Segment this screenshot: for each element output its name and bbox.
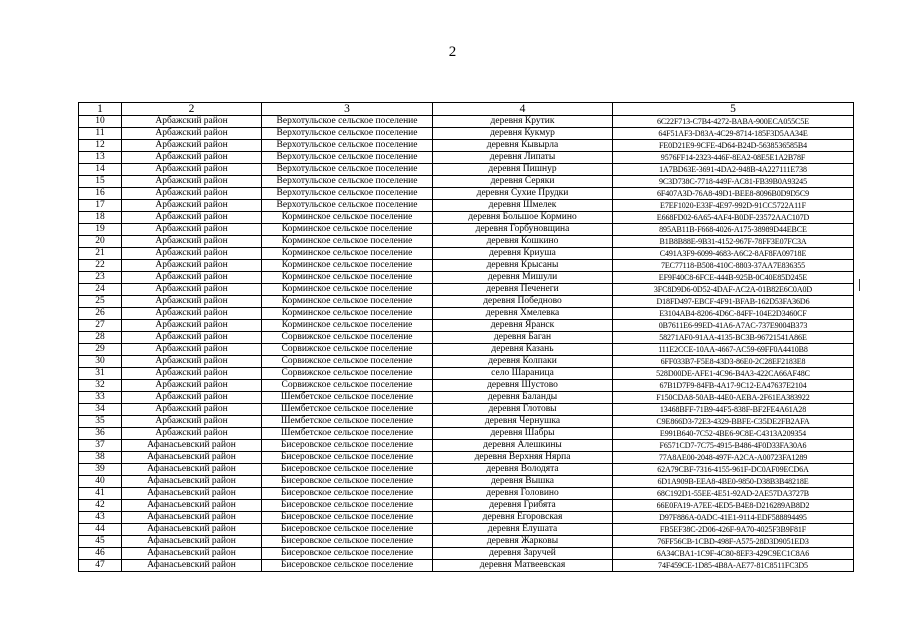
row-number-cell: 15	[79, 176, 122, 188]
district-cell: Арбажский район	[122, 296, 262, 308]
district-cell: Афанасьевский район	[122, 524, 262, 536]
locality-cell: деревня Пишнур	[433, 164, 613, 176]
column-header: 3	[262, 103, 433, 116]
district-cell: Арбажский район	[122, 188, 262, 200]
guid-cell: 6C22F713-C7B4-4272-BABA-900ECA055C5E	[613, 116, 854, 128]
settlement-cell: Бисеровское сельское поселение	[262, 464, 433, 476]
district-cell: Арбажский район	[122, 164, 262, 176]
guid-cell: 528D00DE-AFE1-4C96-B4A3-422CA66AF48C	[613, 368, 854, 380]
district-cell: Афанасьевский район	[122, 548, 262, 560]
locality-cell: деревня Колпаки	[433, 356, 613, 368]
row-number-cell: 35	[79, 416, 122, 428]
settlement-cell: Бисеровское сельское поселение	[262, 536, 433, 548]
table-row	[79, 224, 854, 236]
locality-cell: деревня Яранск	[433, 320, 613, 332]
guid-cell: 111E2CCE-10AA-4667-AC59-69FF0A4410B8	[613, 344, 854, 356]
table-row	[79, 128, 854, 140]
locality-cell: деревня Алешкины	[433, 440, 613, 452]
settlement-cell: Корминское сельское поселение	[262, 260, 433, 272]
district-cell: Арбажский район	[122, 152, 262, 164]
table-row	[79, 392, 854, 404]
locality-cell: деревня Шмелек	[433, 200, 613, 212]
row-number-cell: 44	[79, 524, 122, 536]
guid-cell: 68C192D1-55EE-4E51-92AD-2AE57DA3727B	[613, 488, 854, 500]
locality-cell: деревня Глотовы	[433, 404, 613, 416]
guid-cell: 6D1A909B-EEA8-4BE0-9850-D38B3B48218E	[613, 476, 854, 488]
locality-cell: деревня Баланды	[433, 392, 613, 404]
table-row	[79, 200, 854, 212]
guid-cell: 3FC8D9D6-0D52-4DAF-AC2A-01B82E6C0A0D	[613, 284, 854, 296]
guid-cell: EF9F40C8-6FCE-444B-925B-0C40E85D245E	[613, 272, 854, 284]
table-row	[79, 512, 854, 524]
locality-cell: деревня Грибята	[433, 500, 613, 512]
table-row	[79, 284, 854, 296]
settlement-cell: Корминское сельское поселение	[262, 308, 433, 320]
margin-mark	[859, 279, 860, 291]
guid-cell: D97F886A-0ADC-41E1-9114-EDF588894495	[613, 512, 854, 524]
settlement-cell: Верхотульское сельское поселение	[262, 116, 433, 128]
table-row	[79, 272, 854, 284]
row-number-cell: 32	[79, 380, 122, 392]
row-number-cell: 13	[79, 152, 122, 164]
table-row	[79, 188, 854, 200]
locality-cell: деревня Кывырла	[433, 140, 613, 152]
table-row	[79, 428, 854, 440]
settlement-cell: Верхотульское сельское поселение	[262, 188, 433, 200]
guid-cell: 6F407A3D-76A8-49D1-BEE8-8096B0D9D5C9	[613, 188, 854, 200]
table-row	[79, 296, 854, 308]
column-header: 4	[433, 103, 613, 116]
settlement-cell: Верхотульское сельское поселение	[262, 140, 433, 152]
row-number-cell: 31	[79, 368, 122, 380]
settlement-cell: Корминское сельское поселение	[262, 320, 433, 332]
row-number-cell: 29	[79, 344, 122, 356]
locality-cell: деревня Егоровская	[433, 512, 613, 524]
district-cell: Арбажский район	[122, 236, 262, 248]
settlement-cell: Верхотульское сельское поселение	[262, 164, 433, 176]
settlements-table	[78, 102, 854, 572]
row-number-cell: 38	[79, 452, 122, 464]
guid-cell: B1B8B88E-9B31-4152-967F-78FF3E07FC3A	[613, 236, 854, 248]
guid-cell: 77A8AE00-2048-497F-A2CA-A00723FA1289	[613, 452, 854, 464]
row-number-cell: 36	[79, 428, 122, 440]
district-cell: Арбажский район	[122, 320, 262, 332]
row-number-cell: 34	[79, 404, 122, 416]
row-number-cell: 28	[79, 332, 122, 344]
district-cell: Афанасьевский район	[122, 452, 262, 464]
settlement-cell: Бисеровское сельское поселение	[262, 440, 433, 452]
row-number-cell: 45	[79, 536, 122, 548]
locality-cell: деревня Хмелевка	[433, 308, 613, 320]
row-number-cell: 26	[79, 308, 122, 320]
guid-cell: C491A3F9-6099-4683-A6C2-8AF8FA09718E	[613, 248, 854, 260]
district-cell: Афанасьевский район	[122, 476, 262, 488]
district-cell: Арбажский район	[122, 428, 262, 440]
guid-cell: 67B1D7F9-84FB-4A17-9C12-EA47637E2104	[613, 380, 854, 392]
table-row	[79, 140, 854, 152]
table-row	[79, 368, 854, 380]
locality-cell: деревня Крутик	[433, 116, 613, 128]
district-cell: Афанасьевский район	[122, 500, 262, 512]
district-cell: Арбажский район	[122, 128, 262, 140]
settlement-cell: Шембетское сельское поселение	[262, 416, 433, 428]
guid-cell: F6571CD7-7C75-4915-B486-4F0D33FA30A6	[613, 440, 854, 452]
table-row	[79, 320, 854, 332]
locality-cell: деревня Печенеги	[433, 284, 613, 296]
row-number-cell: 12	[79, 140, 122, 152]
locality-cell: деревня Баган	[433, 332, 613, 344]
row-number-cell: 37	[79, 440, 122, 452]
settlement-cell: Бисеровское сельское поселение	[262, 476, 433, 488]
settlement-cell: Корминское сельское поселение	[262, 296, 433, 308]
locality-cell: деревня Серяки	[433, 176, 613, 188]
table-row	[79, 560, 854, 572]
district-cell: Арбажский район	[122, 224, 262, 236]
district-cell: Афанасьевский район	[122, 512, 262, 524]
table-row	[79, 332, 854, 344]
locality-cell: деревня Жарковы	[433, 536, 613, 548]
locality-cell: деревня Мишули	[433, 272, 613, 284]
district-cell: Арбажский район	[122, 272, 262, 284]
settlement-cell: Сорвижское сельское поселение	[262, 368, 433, 380]
district-cell: Арбажский район	[122, 356, 262, 368]
row-number-cell: 18	[79, 212, 122, 224]
guid-cell: 62A79CBF-7316-4155-961F-DC0AF09ECD6A	[613, 464, 854, 476]
guid-cell: 9576FF14-2323-446F-8EA2-08E5E1A2B78F	[613, 152, 854, 164]
guid-cell: D18FD497-EBCF-4F91-BFAB-162D53FA36D6	[613, 296, 854, 308]
guid-cell: 74F459CE-1D85-4B8A-AE77-81C8511FC3D5	[613, 560, 854, 572]
row-number-cell: 30	[79, 356, 122, 368]
guid-cell: 13468BFF-71B9-44F5-838F-BF2FE4A61A28	[613, 404, 854, 416]
locality-cell: деревня Казань	[433, 344, 613, 356]
locality-cell: деревня Шустово	[433, 380, 613, 392]
row-number-cell: 33	[79, 392, 122, 404]
locality-cell: деревня Липаты	[433, 152, 613, 164]
district-cell: Арбажский район	[122, 344, 262, 356]
settlement-cell: Бисеровское сельское поселение	[262, 452, 433, 464]
settlement-cell: Корминское сельское поселение	[262, 248, 433, 260]
locality-cell: деревня Горбуновщина	[433, 224, 613, 236]
table-row	[79, 176, 854, 188]
guid-cell: F150CDA8-50AB-44E0-AEBA-2F61EA383922	[613, 392, 854, 404]
district-cell: Арбажский район	[122, 308, 262, 320]
district-cell: Арбажский район	[122, 116, 262, 128]
settlement-cell: Верхотульское сельское поселение	[262, 128, 433, 140]
table-row	[79, 116, 854, 128]
guid-cell: 66E0FA19-A7EE-4ED5-B4E8-D216289AB8D2	[613, 500, 854, 512]
table-row	[79, 524, 854, 536]
locality-cell: деревня Заручей	[433, 548, 613, 560]
district-cell: Арбажский район	[122, 332, 262, 344]
row-number-cell: 42	[79, 500, 122, 512]
table-row	[79, 464, 854, 476]
locality-cell: деревня Шабры	[433, 428, 613, 440]
table-row	[79, 308, 854, 320]
locality-cell: деревня Большое Кормино	[433, 212, 613, 224]
district-cell: Арбажский район	[122, 392, 262, 404]
settlement-cell: Сорвижское сельское поселение	[262, 380, 433, 392]
district-cell: Арбажский район	[122, 212, 262, 224]
guid-cell: E3104AB4-8206-4D6C-84FF-104E2D3460CF	[613, 308, 854, 320]
table-row	[79, 236, 854, 248]
row-number-cell: 21	[79, 248, 122, 260]
guid-cell: C9E866D3-72E3-4329-BBFE-C35DE2FB2AFA	[613, 416, 854, 428]
column-header: 2	[122, 103, 262, 116]
row-number-cell: 40	[79, 476, 122, 488]
row-number-cell: 24	[79, 284, 122, 296]
district-cell: Арбажский район	[122, 284, 262, 296]
table-row	[79, 500, 854, 512]
district-cell: Афанасьевский район	[122, 440, 262, 452]
guid-cell: 1A7BD63E-3691-4DA2-948B-4A227111E738	[613, 164, 854, 176]
district-cell: Арбажский район	[122, 416, 262, 428]
locality-cell: деревня Чернушка	[433, 416, 613, 428]
locality-cell: деревня Кошкино	[433, 236, 613, 248]
locality-cell: деревня Володята	[433, 464, 613, 476]
guid-cell: 64F51AF3-D83A-4C29-8714-185F3D5AA34E	[613, 128, 854, 140]
settlement-cell: Шембетское сельское поселение	[262, 428, 433, 440]
page-number: 2	[448, 44, 457, 60]
locality-cell: деревня Верхняя Нярпа	[433, 452, 613, 464]
settlement-cell: Шембетское сельское поселение	[262, 404, 433, 416]
settlement-cell: Бисеровское сельское поселение	[262, 548, 433, 560]
guid-cell: 76FF56CB-1CBD-498F-A575-28D3D9051ED3	[613, 536, 854, 548]
guid-cell: E991B640-7C52-4BE6-9C8E-C4313A209354	[613, 428, 854, 440]
locality-cell: деревня Вышка	[433, 476, 613, 488]
district-cell: Арбажский район	[122, 380, 262, 392]
locality-cell: деревня Криуша	[433, 248, 613, 260]
guid-cell: 9C3D738C-7718-449F-AC81-FB39B0A93245	[613, 176, 854, 188]
table-row	[79, 344, 854, 356]
table-header-row	[79, 103, 854, 116]
district-cell: Арбажский район	[122, 248, 262, 260]
row-number-cell: 43	[79, 512, 122, 524]
row-number-cell: 25	[79, 296, 122, 308]
district-cell: Арбажский район	[122, 200, 262, 212]
district-cell: Афанасьевский район	[122, 536, 262, 548]
row-number-cell: 23	[79, 272, 122, 284]
locality-cell: деревня Кукмур	[433, 128, 613, 140]
table-row	[79, 356, 854, 368]
guid-cell: 6FF033B7-F5E8-43D3-86E0-2C28EF2183E8	[613, 356, 854, 368]
table-row	[79, 380, 854, 392]
settlement-cell: Корминское сельское поселение	[262, 236, 433, 248]
guid-cell: FE0D21E9-9CFE-4D64-B24D-5638536585B4	[613, 140, 854, 152]
table-row	[79, 548, 854, 560]
table-row	[79, 440, 854, 452]
settlement-cell: Бисеровское сельское поселение	[262, 488, 433, 500]
table-row	[79, 260, 854, 272]
row-number-cell: 11	[79, 128, 122, 140]
locality-cell: деревня Крысаны	[433, 260, 613, 272]
row-number-cell: 47	[79, 560, 122, 572]
table-row	[79, 404, 854, 416]
row-number-cell: 16	[79, 188, 122, 200]
table-row	[79, 536, 854, 548]
settlement-cell: Сорвижское сельское поселение	[262, 356, 433, 368]
district-cell: Арбажский район	[122, 176, 262, 188]
district-cell: Арбажский район	[122, 368, 262, 380]
table-row	[79, 152, 854, 164]
table-row	[79, 452, 854, 464]
table-row	[79, 476, 854, 488]
guid-cell: E7EF1020-E33F-4E97-992D-91CC5722A11F	[613, 200, 854, 212]
district-cell: Афанасьевский район	[122, 488, 262, 500]
table-row	[79, 164, 854, 176]
guid-cell: 7EC77118-B508-410C-8803-37AA7E836355	[613, 260, 854, 272]
row-number-cell: 46	[79, 548, 122, 560]
district-cell: Арбажский район	[122, 404, 262, 416]
guid-cell: 6A34CBA1-1C9F-4C80-8EF3-429C9EC1C8A6	[613, 548, 854, 560]
column-header: 1	[79, 103, 122, 116]
settlement-cell: Корминское сельское поселение	[262, 272, 433, 284]
locality-cell: деревня Елушата	[433, 524, 613, 536]
district-cell: Арбажский район	[122, 260, 262, 272]
settlement-cell: Корминское сельское поселение	[262, 284, 433, 296]
guid-cell: FB5EF38C-2D06-426F-9A70-4025F3B9F81F	[613, 524, 854, 536]
settlement-cell: Верхотульское сельское поселение	[262, 176, 433, 188]
row-number-cell: 41	[79, 488, 122, 500]
settlement-cell: Сорвижское сельское поселение	[262, 344, 433, 356]
table-row	[79, 248, 854, 260]
locality-cell: деревня Сухие Прудки	[433, 188, 613, 200]
row-number-cell: 22	[79, 260, 122, 272]
row-number-cell: 27	[79, 320, 122, 332]
settlement-cell: Корминское сельское поселение	[262, 212, 433, 224]
settlement-cell: Бисеровское сельское поселение	[262, 560, 433, 572]
settlement-cell: Сорвижское сельское поселение	[262, 332, 433, 344]
row-number-cell: 14	[79, 164, 122, 176]
district-cell: Афанасьевский район	[122, 464, 262, 476]
district-cell: Арбажский район	[122, 140, 262, 152]
settlement-cell: Шембетское сельское поселение	[262, 392, 433, 404]
locality-cell: деревня Победново	[433, 296, 613, 308]
row-number-cell: 39	[79, 464, 122, 476]
row-number-cell: 10	[79, 116, 122, 128]
locality-cell: деревня Головино	[433, 488, 613, 500]
row-number-cell: 19	[79, 224, 122, 236]
guid-cell: 895AB11B-F668-4026-A175-38989D44EBCE	[613, 224, 854, 236]
settlement-cell: Корминское сельское поселение	[262, 224, 433, 236]
table-row	[79, 488, 854, 500]
locality-cell: село Шараница	[433, 368, 613, 380]
settlement-cell: Бисеровское сельское поселение	[262, 500, 433, 512]
table-body	[79, 103, 854, 572]
settlement-cell: Верхотульское сельское поселение	[262, 152, 433, 164]
row-number-cell: 17	[79, 200, 122, 212]
table-row	[79, 416, 854, 428]
table-row	[79, 212, 854, 224]
district-cell: Афанасьевский район	[122, 560, 262, 572]
settlement-cell: Бисеровское сельское поселение	[262, 524, 433, 536]
column-header: 5	[613, 103, 854, 116]
settlement-cell: Бисеровское сельское поселение	[262, 512, 433, 524]
row-number-cell: 20	[79, 236, 122, 248]
guid-cell: 0B7611E6-99ED-41A6-A7AC-737E9004B373	[613, 320, 854, 332]
guid-cell: E668FD02-6A65-4AF4-B0DF-23572AAC107D	[613, 212, 854, 224]
settlement-cell: Верхотульское сельское поселение	[262, 200, 433, 212]
guid-cell: 58271AF0-91AA-4135-BC3B-96721541A86E	[613, 332, 854, 344]
locality-cell: деревня Матвеевская	[433, 560, 613, 572]
